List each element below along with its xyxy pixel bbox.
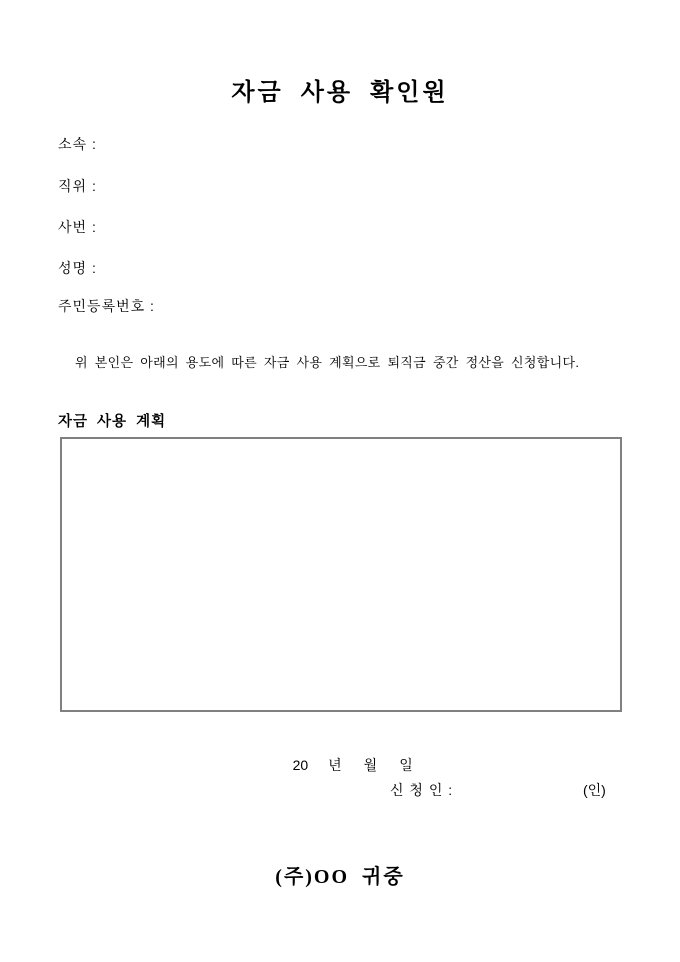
date-year-label: 년 — [328, 757, 342, 773]
date-year-prefix: 20 — [292, 757, 309, 773]
field-position: 직위 : — [58, 178, 97, 194]
fund-usage-plan-heading: 자금 사용 계획 — [58, 414, 167, 430]
field-affiliation: 소속 : — [58, 136, 97, 152]
date-month-label: 월 — [363, 757, 378, 773]
addressee-footer: (주)OO 귀중 — [275, 866, 405, 888]
fund-usage-plan-box — [60, 437, 622, 712]
field-name: 성명 : — [58, 260, 97, 276]
seal-placeholder: (인) — [583, 782, 606, 798]
field-employee-number: 사번 : — [58, 219, 97, 235]
field-resident-registration-number: 주민등록번호 : — [58, 298, 155, 314]
signature-line — [0, 780, 680, 800]
document-title: 자금 사용 확인원 — [231, 80, 449, 106]
date-day-label: 일 — [399, 757, 413, 773]
applicant-label: 신 청 인 : — [390, 782, 454, 798]
application-statement: 위 본인은 아래의 용도에 따른 자금 사용 계획으로 퇴직금 중간 정산을 신청합니다. — [75, 355, 580, 370]
